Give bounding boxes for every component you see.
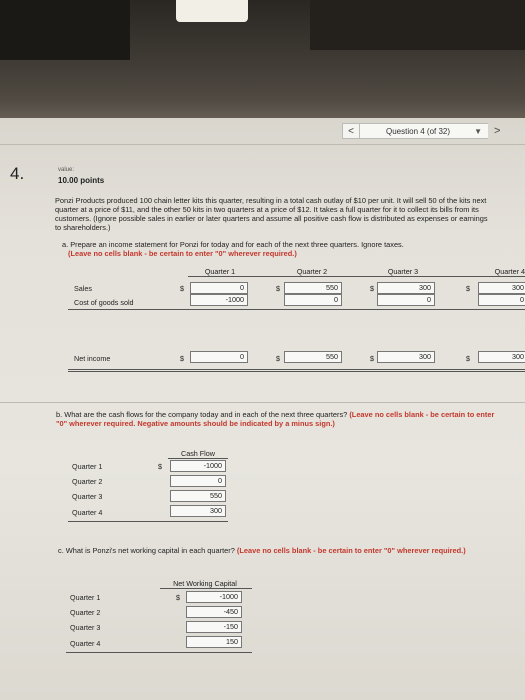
nav-divider	[0, 144, 525, 145]
ceiling-light	[176, 0, 248, 22]
currency-symbol: $	[176, 593, 180, 602]
nwc-q1-input[interactable]: -1000	[186, 591, 242, 603]
backdrop-shade-right	[310, 0, 525, 50]
cash-flow-q1-input[interactable]: -1000	[170, 460, 226, 472]
total-double-line	[68, 369, 525, 372]
nwc-label-q4: Quarter 4	[70, 639, 101, 648]
net-income-q2-input[interactable]: 550	[284, 351, 342, 363]
cash-flow-q4-input[interactable]: 300	[170, 505, 226, 517]
nwc-label-q1: Quarter 1	[70, 593, 101, 602]
nwc-label-q2: Quarter 2	[70, 608, 101, 617]
header-quarter-3: Quarter 3	[387, 267, 419, 276]
subtotal-line	[68, 309, 525, 310]
section-divider	[0, 402, 525, 403]
question-navigator	[342, 122, 500, 140]
sales-q1-input[interactable]: 0	[190, 282, 248, 294]
cogs-q3-input[interactable]: 0	[377, 294, 435, 306]
net-income-q4-input[interactable]: 300	[478, 351, 525, 363]
cash-flow-label-q2: Quarter 2	[72, 477, 103, 486]
nwc-header-underline	[160, 588, 252, 589]
chevron-down-icon: ▼	[474, 126, 482, 136]
net-income-q3-input[interactable]: 300	[377, 351, 435, 363]
backdrop-shade-left	[0, 0, 130, 60]
quiz-screen	[0, 118, 525, 700]
part-a-instruction: (Leave no cells blank - be certain to enter "0" wherever required.)	[68, 249, 297, 258]
currency-symbol: $	[466, 354, 470, 363]
part-b-prompt-text: b. What are the cash flows for the company today and in each of the next three quarters?	[56, 410, 348, 419]
part-c-instruction: (Leave no cells blank - be certain to enter "0" wherever required.)	[236, 546, 466, 555]
currency-symbol: $	[370, 354, 374, 363]
currency-symbol: $	[276, 354, 280, 363]
part-c-prompt-text: c. What is Ponzi's net working capital in each quarter?	[58, 546, 235, 555]
nwc-q4-input[interactable]: 150	[186, 636, 242, 648]
nwc-label-q3: Quarter 3	[70, 623, 101, 632]
net-income-q1-input[interactable]: 0	[190, 351, 248, 363]
row-label-cogs: Cost of goods sold	[74, 298, 134, 307]
row-label-net-income: Net income	[74, 354, 111, 363]
cash-flow-label-q4: Quarter 4	[72, 508, 103, 517]
cash-flow-label-q1: Quarter 1	[72, 462, 103, 471]
question-label: Question 4 (of 32)	[386, 126, 451, 136]
next-question-button[interactable]: >	[494, 125, 501, 137]
currency-symbol: $	[180, 354, 184, 363]
cash-flow-q3-input[interactable]: 550	[170, 490, 226, 502]
question-select[interactable]	[360, 123, 488, 139]
part-b-instruction-start: (Leave no cells	[349, 410, 403, 419]
cogs-q4-input[interactable]: 0	[478, 294, 525, 306]
header-net-working-capital: Net Working Capital	[173, 579, 237, 588]
nwc-q2-input[interactable]: -450	[186, 606, 242, 618]
sales-q2-input[interactable]: 550	[284, 282, 342, 294]
currency-symbol: $	[180, 284, 184, 293]
header-cash-flow: Cash Flow	[181, 449, 215, 458]
problem-text: Ponzi Products produced 100 chain letter kits this quarter, resulting in a total cash outlay of $10 per unit. It will sell 50 of the kits next quarter at a price of $11, and the other 50 kits in two quarters at a price of $12. It takes a full quarter for it to collect its bills from its customers. (Ignore possible sales in earlier or later quarters and assume all positive cash flow is distributed as expenses or earnings to shareholders.)	[55, 196, 488, 232]
sales-q4-input[interactable]: 300	[478, 282, 525, 294]
currency-symbol: $	[158, 462, 162, 471]
currency-symbol: $	[276, 284, 280, 293]
cogs-q2-input[interactable]: 0	[284, 294, 342, 306]
part-a-prompt: a. Prepare an income statement for Ponzi for today and for each of the next three quarters. Ignore taxes.	[62, 240, 404, 249]
header-quarter-4: Quarter 4	[494, 267, 525, 276]
nwc-bottom-line	[66, 652, 252, 653]
header-quarter-2: Quarter 2	[296, 267, 328, 276]
cash-flow-label-q3: Quarter 3	[72, 492, 103, 501]
question-points: 10.00 points	[58, 176, 105, 185]
currency-symbol: $	[466, 284, 470, 293]
cogs-q1-input[interactable]: -1000	[190, 294, 248, 306]
part-b-prompt	[56, 410, 496, 428]
nwc-q3-input[interactable]: -150	[186, 621, 242, 633]
question-number: 4.	[10, 164, 25, 183]
header-quarter-1: Quarter 1	[204, 267, 236, 276]
cash-flow-q2-input[interactable]: 0	[170, 475, 226, 487]
cash-flow-header-underline	[168, 458, 228, 459]
prev-question-button[interactable]: <	[342, 123, 360, 139]
currency-symbol: $	[370, 284, 374, 293]
sales-q3-input[interactable]: 300	[377, 282, 435, 294]
value-label: value:	[58, 167, 75, 173]
header-underline	[188, 276, 525, 277]
part-b-instruction: blank - be certain to enter "0" wherever required. Negative amounts should be indicated by a minus sign.)	[56, 410, 495, 428]
cash-flow-bottom-line	[68, 521, 228, 522]
row-label-sales: Sales	[74, 284, 92, 293]
part-c-prompt	[58, 546, 498, 555]
photo-backdrop	[0, 0, 525, 125]
